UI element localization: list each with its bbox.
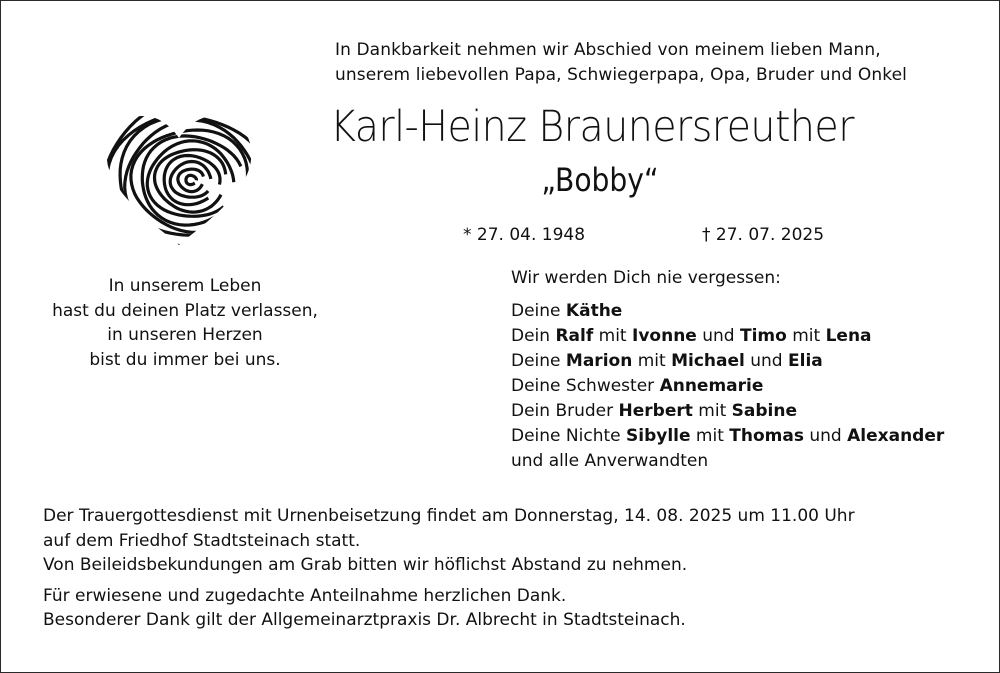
verse-line: In unserem Leben: [108, 276, 262, 296]
family-list: [511, 266, 981, 474]
thanks-line: Besonderer Dank gilt der Allgemeinarztpraxis Dr. Albrecht in Stadtsteinach.: [43, 610, 686, 630]
verse: [30, 274, 340, 372]
deceased-name: Karl-Heinz Braunersreuther: [330, 102, 854, 152]
fingerprint-ridge: [186, 175, 197, 184]
family-member-name: Käthe: [565, 301, 623, 321]
family-member-row: [511, 299, 981, 324]
verse-line: in unseren Herzen: [107, 325, 263, 345]
fingerprint-ridge: [178, 169, 204, 192]
verse-line: bist du immer bei uns.: [89, 349, 281, 370]
family-member-relation: und alle Anverwandten: [511, 451, 709, 471]
family-member-name: Lena: [825, 326, 872, 346]
family-member-row: [511, 324, 981, 349]
family-member-row: [511, 374, 981, 399]
verse-line: hast du deinen Platz verlassen,: [52, 300, 318, 321]
service-line: Der Trauergottesdienst mit Urnenbeisetzung findet am Donnerstag, 14. 08. 2025 um 11.00 Uhr: [43, 506, 855, 526]
family-member-relation: Deine Nichte: [511, 426, 626, 446]
family-member-relation: Deine: [511, 301, 566, 321]
family-member-name: Thomas: [729, 426, 804, 446]
family-member-relation: Deine: [511, 351, 566, 371]
death-date: † 27. 07. 2025: [702, 225, 825, 245]
birth-date: * 27. 04. 1948: [463, 225, 586, 245]
family-member-name: Ralf: [555, 326, 594, 346]
family-member-row: [511, 399, 981, 424]
family-member-relation: und: [696, 326, 740, 346]
fingerprint-heart-icon: [103, 108, 255, 248]
family-member-name: Sabine: [731, 401, 797, 421]
service-notice: [43, 504, 973, 633]
intro-text: [335, 38, 975, 88]
family-member-name: Ivonne: [632, 326, 697, 346]
thanks-line: Für erwiesene und zugedachte Anteilnahme herzlichen Dank.: [43, 585, 567, 606]
intro-line: unserem liebevollen Papa, Schwiegerpapa, Opa, Bruder und Onkel: [335, 65, 907, 85]
family-member-relation: mit: [690, 426, 730, 446]
family-member-row: [511, 349, 981, 374]
family-member-name: Alexander: [847, 426, 945, 446]
family-member-name: Elia: [788, 351, 823, 371]
family-member-relation: Dein Bruder: [511, 401, 619, 421]
family-member-relation: mit: [692, 401, 732, 421]
family-member-relation: Deine Schwester: [511, 376, 660, 396]
family-member-relation: und: [803, 426, 848, 446]
family-member-relation: Dein: [511, 326, 556, 346]
family-member-row: [511, 449, 981, 474]
family-member-row: [511, 424, 981, 449]
family-member-relation: und: [744, 351, 788, 371]
service-line: auf dem Friedhof Stadtsteinach statt.: [43, 530, 361, 551]
family-member-name: Annemarie: [659, 376, 764, 396]
family-member-relation: mit: [632, 351, 672, 371]
condolence-line: Von Beileidsbekundungen am Grab bitten wir höflichst Abstand zu nehmen.: [43, 555, 688, 575]
family-member-name: Sibylle: [626, 426, 691, 446]
deceased-nickname: „Bobby“: [541, 161, 659, 199]
family-member-name: Michael: [671, 351, 745, 371]
family-member-name: Herbert: [618, 401, 693, 421]
family-member-name: Marion: [565, 351, 633, 371]
intro-line: In Dankbarkeit nehmen wir Abschied von meinem lieben Mann,: [335, 40, 881, 60]
family-member-relation: mit: [786, 326, 826, 346]
family-rows: [511, 299, 981, 474]
family-member-relation: mit: [593, 326, 633, 346]
family-heading: Wir werden Dich nie vergessen:: [511, 268, 781, 288]
family-member-name: Timo: [740, 326, 787, 346]
